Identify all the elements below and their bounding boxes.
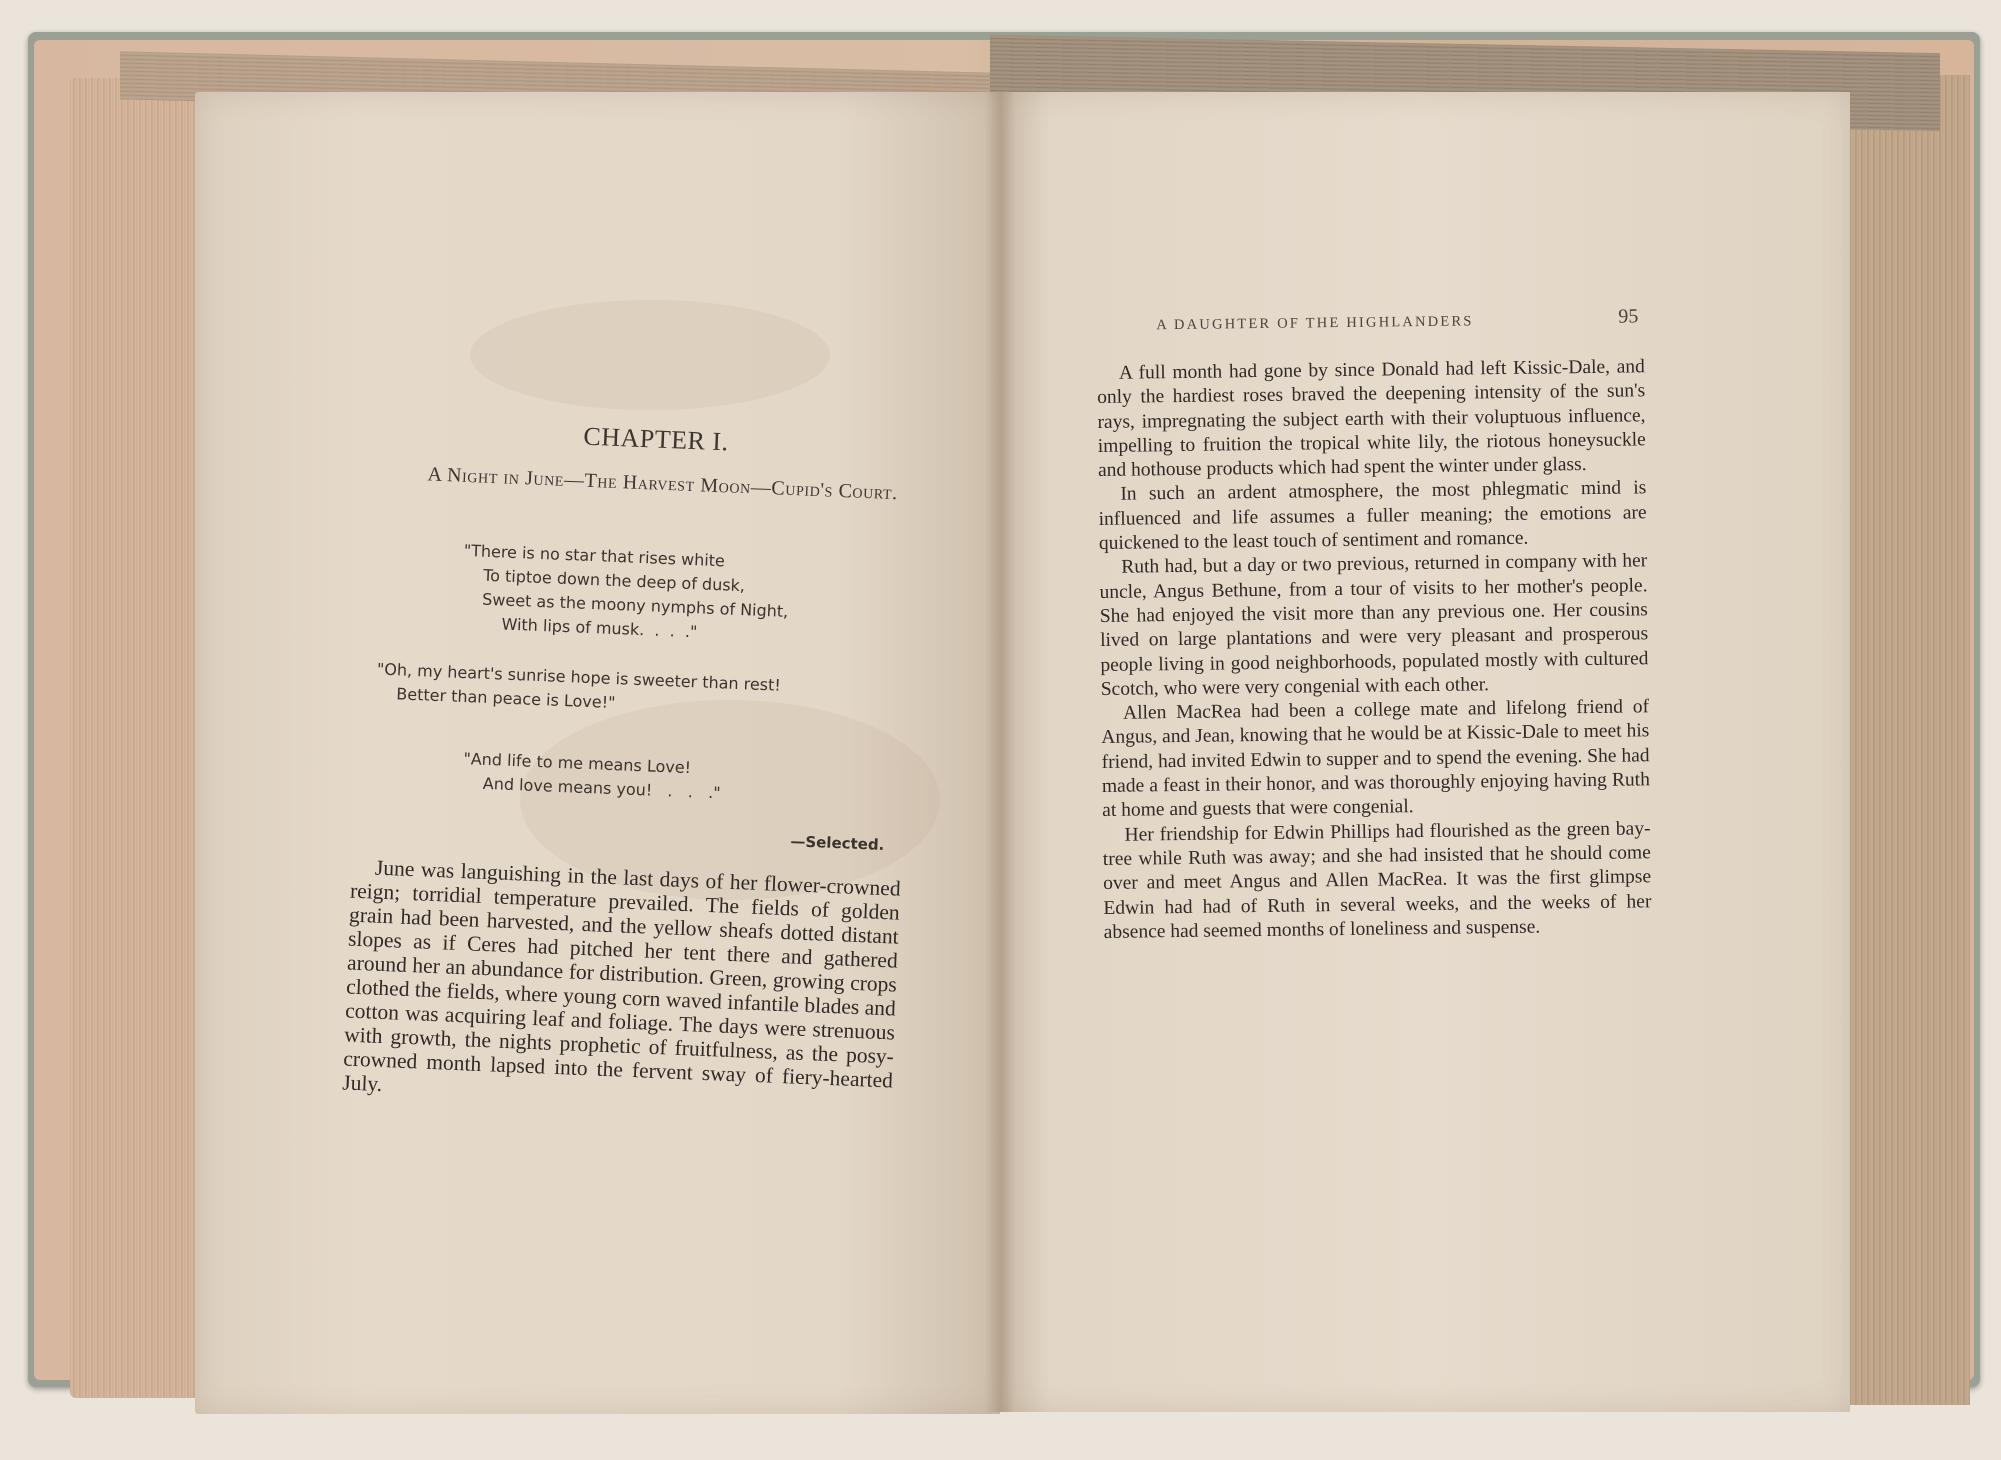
paragraph: A full month had gone by since Donald had left Kissic-Dale, and only the hardiest roses braved the deepening intensity of the sun's rays, impregnating the subject earth with their voluptuous influence, impelling to fruition the tropical white lily, the riotous honeysuckle and hothouse products which had spent the winter under glass. [1097, 356, 1646, 482]
page-edges-right [1840, 75, 1970, 1405]
chapter-title: CHAPTER I. [582, 421, 730, 457]
epigraph-stanza: "There is no star that rises white To tiptoe down the deep of dusk, Sweet as the moony nymphs of Night, With lips of musk. . . ." [460, 540, 789, 642]
running-head: A DAUGHTER OF THE HIGHLANDERS [1156, 313, 1474, 334]
left-page-content [338, 395, 930, 1217]
page-edges-left [70, 78, 210, 1398]
right-page-body [1097, 355, 1652, 945]
paragraph: Her friendship for Edwin Phillips had flourished as the green bay-tree while Ruth was away; and she had insisted that he should come over and meet Angus and Allen MacRea. It was the first glimpse Edwin had had of Ruth in several weeks, and the weeks of her absence had seemed months of loneliness and suspense. [1102, 817, 1652, 943]
epigraph-stanza: "And life to me means Love! And love means you! . . ." [462, 749, 722, 803]
book-gutter [985, 92, 1015, 1412]
paragraph: In such an ardent atmosphere, the most phlegmatic mind is influenced and life assumes a fuller meaning; the emotions are quickened to the least touch of sentiment and romance. [1098, 477, 1647, 555]
chapter-opening-paragraph: June was languishing in the last days of her flower-crowned reign; torridial temperature prevailed. The fields of golden grain had been harvested, and the yellow sheafs dotted distant slopes as if Ceres had pitched her tent there and gathered around her an abundance for distribution. Green, growing crops clothed the fields, where young corn waved infantile blades and cotton was acquiring leaf and foliage. The days were strenuous with growth, the nights prophetic of fruitfulness, as the posy-crowned month lapsed into the fervent sway of fiery-hearted July. [341, 855, 902, 1097]
chapter-subtitle: A Night in June—The Harvest Moon—Cupid's Court. [427, 463, 899, 505]
paragraph: Allen MacRea had been a college mate and lifelong friend of Angus, and Jean, knowing that he would be at Kissic-Dale to meet his friend, had invited Edwin to supper and to spend the evening. She had made a feast in their honor, and was thoroughly enjoying having Ruth at home and guests that were congenial. [1101, 696, 1651, 822]
epigraph-attribution: —Selected. [790, 832, 885, 854]
page-stain [470, 300, 830, 410]
paragraph: Ruth had, but a day or two previous, returned in company with her uncle, Angus Bethune, from a tour of visits to her mother's people. She had enjoyed the visit more than any previous one. Her cousins lived on large plantations and were very pleasant and prosperous people living in good neighborhoods, populated mostly with cultured Scotch, who were very congenial with each other. [1099, 550, 1649, 700]
page-number: 95 [1618, 305, 1639, 328]
epigraph-stanza: "Oh, my heart's sunrise hope is sweeter than rest! Better than peace is Love!" [375, 659, 782, 713]
